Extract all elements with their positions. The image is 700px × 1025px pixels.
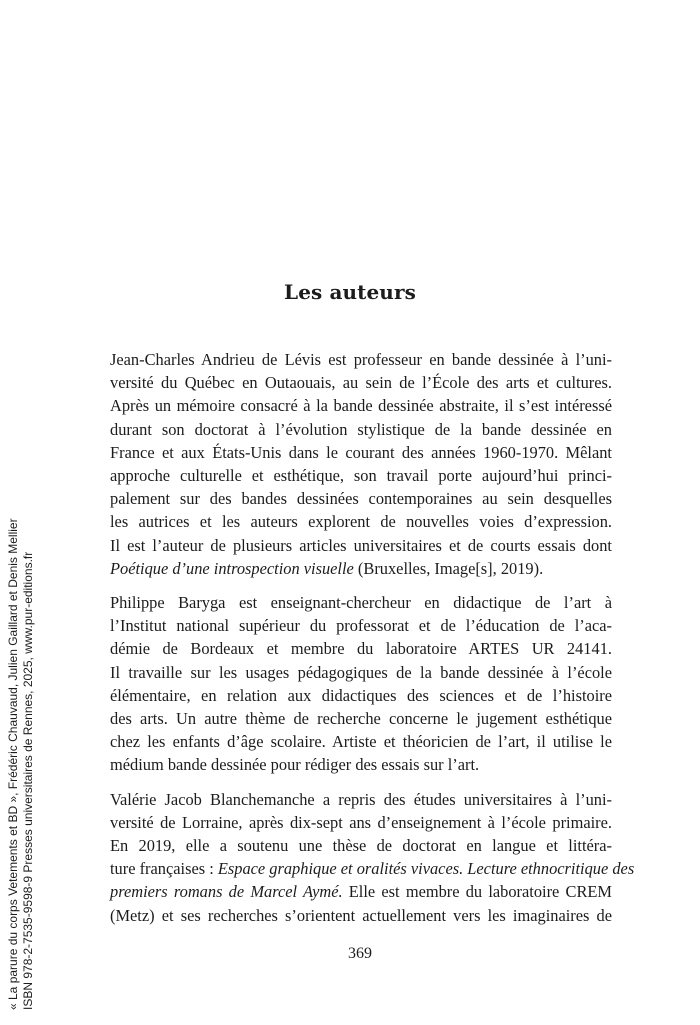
text-line: [110, 880, 612, 903]
author-bio-andrieu: [110, 348, 612, 580]
text-line: l’Institut national supérieur du professorat et de l’éducation de l’aca-: [110, 616, 612, 636]
book-title: Poétique d’une introspection visuelle: [110, 558, 354, 578]
text-line: Jean-Charles Andrieu de Lévis est professeur en bande dessinée à l’uni-: [110, 350, 612, 369]
text-segment: ture françaises :: [110, 859, 218, 879]
authors-body: [110, 348, 635, 938]
text-line: durant son doctorat à l’évolution stylistique de la bande dessinée en: [110, 419, 612, 439]
text-line: approche culturelle et esthétique, son travail porte aujourd’hui princi-: [110, 466, 612, 486]
thesis-title-cont: premiers romans de Marcel Aymé.: [110, 882, 343, 902]
book-publication: (Bruxelles, Image[s], 2019).: [353, 558, 544, 578]
text-line: versité de Lorraine, après dix-sept ans d’enseignement à l’école primaire.: [110, 812, 612, 832]
text-line: chez les enfants d’âge scolaire. Artiste et théoricien de l’art, il utilise le: [110, 732, 612, 752]
text-line: Valérie Jacob Blanchemanche a repris des études universitaires à l’uni-: [110, 789, 612, 809]
text-line: Philippe Baryga est enseignant-chercheur en didactique de l’art à: [110, 593, 612, 613]
side-note-line-2: ISBN 978-2-7535-9598-9 Presses universitaires de Rennes, 2025, www.pur-editions.fr: [20, 551, 35, 1010]
text-line: élémentaire, en relation aux didactiques des sciences et de l’histoire: [110, 685, 612, 705]
text-line: démie de Bordeaux et membre du laboratoire ARTES UR 24141.: [110, 639, 612, 659]
text-line: versité du Québec en Outaouais, au sein de l’École des arts et cultures.: [110, 373, 612, 393]
text-line: En 2019, elle a soutenu une thèse de doctorat en langue et littéra-: [110, 836, 612, 856]
copyright-side-note: [6, 518, 35, 1010]
text-line: des arts. Un autre thème de recherche concerne le jugement esthétique: [110, 709, 612, 729]
text-line: Après un mémoire consacré à la bande dessinée abstraite, il s’est intéressé: [110, 396, 612, 416]
text-segment: Elle est membre du laboratoire CREM: [342, 882, 612, 902]
text-line: médium bande dessinée pour rédiger des essais sur l’art.: [110, 755, 480, 775]
text-line: (Metz) et ses recherches s’orientent actuellement vers les imaginaires de: [110, 905, 612, 925]
side-note-line-1: « La parure du corps Vetements et BD », Frédéric Chauvaud, Julien Gaillard et Denis Mellier: [6, 518, 20, 1010]
author-bio-baryga: [110, 591, 612, 777]
thesis-title: Espace graphique et oralités vivaces. Lecture ethnocritique des: [217, 859, 635, 879]
page-title: Les auteurs: [284, 280, 416, 304]
author-bio-jacob-blanchemanche: [110, 788, 635, 927]
text-line: France et aux États-Unis dans le courant des années 1960-1970. Mêlant: [110, 442, 612, 462]
page-number: 369: [348, 945, 372, 962]
text-line: [110, 557, 612, 580]
text-line: Il travaille sur les usages pédagogiques de la bande dessinée à l’école: [110, 662, 612, 682]
text-line: les autrices et les auteurs explorent de nouvelles voies d’expression.: [110, 512, 612, 532]
text-line: palement sur des bandes dessinées contemporaines au sein desquelles: [110, 489, 612, 509]
text-line: Il est l’auteur de plusieurs articles universitaires et de courts essais dont: [110, 535, 612, 555]
text-line: [110, 857, 635, 880]
